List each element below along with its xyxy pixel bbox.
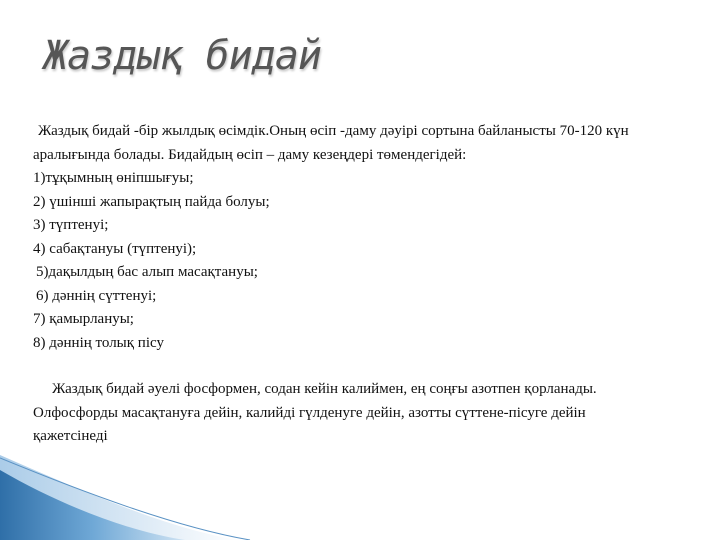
fertilizer-line-2: Олфосфорды масақтануға дейін, калийді гүлденуге дейін, азотты сүттене-пісуге дейін bbox=[33, 404, 586, 421]
intro-line-1: Жаздық бидай -бір жылдық өсімдік.Оның өсіп -даму дәуірі сортына байланысты 70-120 күн bbox=[38, 123, 629, 139]
stage-item: 7) қамырлануы; bbox=[33, 311, 134, 327]
fertilizer-line-3: қажетсінеді bbox=[33, 428, 108, 444]
stage-item: 3) түптенуі; bbox=[33, 217, 109, 233]
stage-item: 4) сабақтануы (түптенуі); bbox=[33, 240, 197, 257]
slide-title: Жаздық бидай bbox=[44, 33, 321, 79]
stage-item: 5)дақылдың бас алып масақтануы; bbox=[36, 264, 258, 280]
slide-body bbox=[33, 120, 693, 449]
stage-item: 6) дәннің сүттенуі; bbox=[36, 287, 157, 304]
stage-item: 1)тұқымның өніпшығуы; bbox=[33, 170, 194, 186]
stage-item: 2) үшінші жапырақтың пайда болуы; bbox=[33, 193, 270, 210]
intro-line-2: аралығында болады. Бидайдың өсіп – даму кезеңдері төмендегідей: bbox=[33, 146, 467, 163]
fertilizer-line-1: Жаздық бидай әуелі фосформен, содан кейін калиймен, ең соңғы азотпен қорланады. bbox=[52, 381, 597, 397]
paragraph-spacer bbox=[33, 355, 693, 378]
stage-item: 8) дәннің толық пісу bbox=[33, 334, 164, 351]
